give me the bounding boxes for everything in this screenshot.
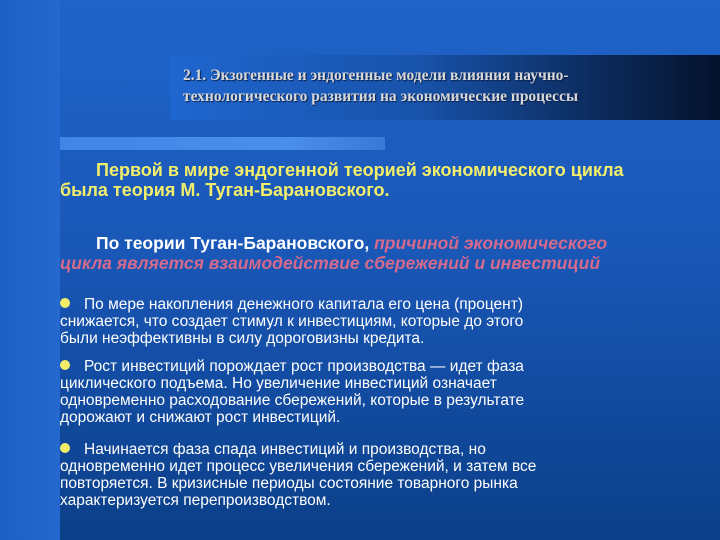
intro-line-2: была теория М. Туган-Барановского.: [60, 180, 390, 200]
bullet-1-line-3: были неэффективны в силу дороговизны кредита.: [60, 330, 425, 347]
divider-bar: [60, 137, 385, 150]
theory-line-2-italic: цикла является взаимодействие сбережений и инвестиций: [60, 253, 601, 273]
bullet-item-2: [60, 358, 700, 426]
bullet-item-1: [60, 296, 700, 347]
bullet-1-line-1: По мере накопления денежного капитала его цена (процент): [84, 296, 524, 313]
bullet-3-line-4: характеризуется перепроизводством.: [60, 492, 331, 509]
theory-paragraph: [60, 233, 700, 273]
bullet-2-line-3: одновременно расходование сбережений, которые в результате: [60, 392, 525, 409]
bullet-dot-icon: [60, 360, 70, 370]
bullet-item-3: [60, 441, 700, 509]
title-line-1: 2.1. Экзогенные и эндогенные модели влияния научно-: [183, 67, 569, 84]
intro-line-1: Первой в мире эндогенной теорией экономического цикла: [96, 160, 624, 180]
bullet-3-line-1: Начинается фаза спада инвестиций и производства, но: [84, 441, 486, 458]
theory-line-1-normal: По теории Туган-Барановского,: [96, 233, 375, 253]
bullet-dot-icon: [60, 298, 70, 308]
bullet-1-line-2: снижается, что создает стимул к инвестициям, которые до этого: [60, 313, 524, 330]
theory-line-1-italic: причиной экономического: [374, 233, 608, 253]
bullet-2-line-4: дорожают и снижают рост инвестиций.: [60, 409, 341, 426]
left-decor-stripe: [0, 0, 60, 540]
slide-body: [60, 160, 700, 273]
intro-paragraph: [60, 160, 700, 200]
bullet-3-line-2: одновременно идет процесс увеличения сбережений, и затем все: [60, 458, 537, 475]
title-line-2: технологического развития на экономические процессы: [183, 88, 579, 105]
bullet-dot-icon: [60, 443, 70, 453]
slide-title: [183, 65, 703, 107]
bullet-2-line-2: циклического подъема. Но увеличение инвестиций означает: [60, 375, 497, 392]
bullet-3-line-3: повторяется. В кризисные периоды состояние товарного рынка: [60, 475, 518, 492]
bullet-2-line-1: Рост инвестиций порождает рост производства — идет фаза: [84, 358, 524, 375]
